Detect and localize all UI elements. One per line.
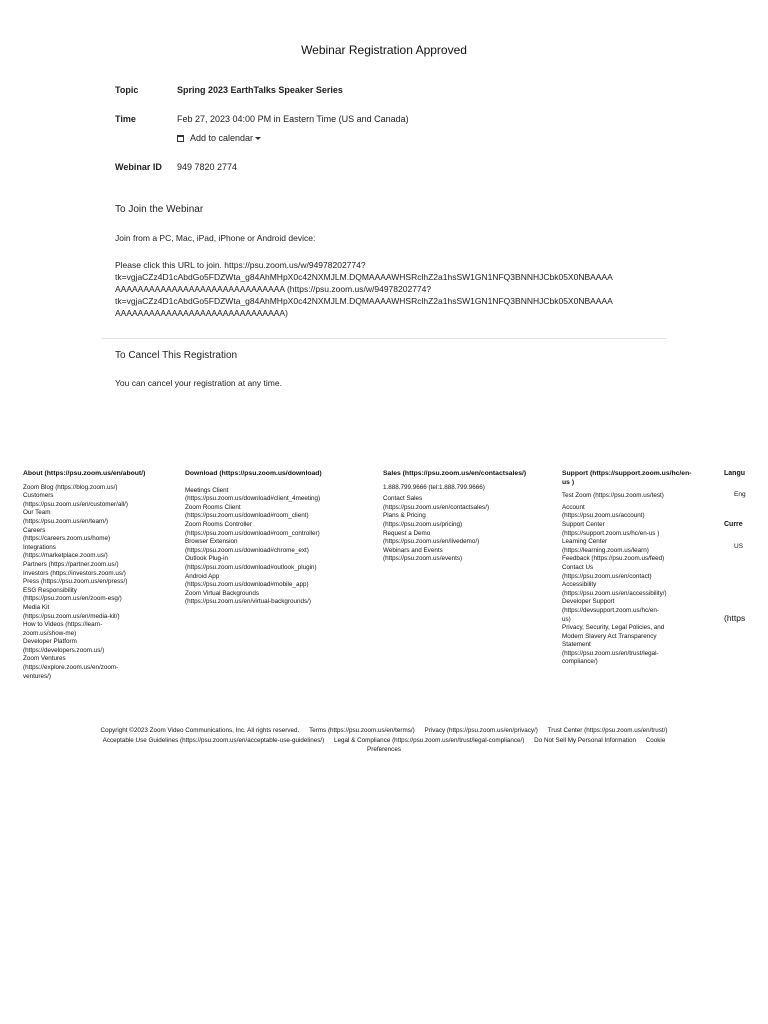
footer-support-link[interactable]: Privacy, Security, Legal Policies, and [562, 624, 665, 632]
footer-sales-link[interactable]: Request a Demo [383, 529, 431, 537]
footer-about-heading[interactable] [23, 470, 173, 479]
footer-download-column [185, 470, 375, 607]
copyright-text: Copyright ©2023 Zoom Video Communications, Inc. All rights reserved. [100, 727, 300, 734]
cancel-text: You can cancel your registration at any time. [115, 378, 282, 388]
footer-support-link[interactable]: (https://support.zoom.us/hc/en-us ) [562, 529, 660, 537]
footer-sales-link[interactable]: Plans & Pricing [383, 512, 426, 520]
legal-compliance-link[interactable]: Legal & Compliance (https://psu.zoom.us/en/trust/legal-compliance/) [333, 736, 525, 744]
footer-about-link[interactable]: Integrations [23, 543, 56, 551]
copyright-bar [0, 726, 768, 755]
footer-sales-link[interactable]: Webinars and Events [383, 546, 443, 554]
topic-label: Topic [115, 85, 139, 95]
footer-support-column [562, 470, 712, 667]
footer-support-link[interactable]: (https://psu.zoom.us/en/trust/legal- [562, 649, 659, 657]
footer-support-link[interactable]: (https://psu.zoom.us/account) [562, 512, 645, 520]
copyright-line [0, 736, 768, 746]
footer-link-fragment[interactable]: (https [724, 613, 746, 623]
footer-support-link[interactable]: Modern Slavery Act Transparency [562, 632, 657, 640]
footer-about-link[interactable]: ventures/) [23, 672, 51, 680]
footer-sales-column [383, 470, 553, 564]
footer-sales-link[interactable]: 1.888.799.9666 (tel:1.888.799.9666) [383, 483, 485, 491]
footer-heading-text: Support (https://support.zoom.us/hc/en-us ) [562, 470, 692, 486]
footer-download-link[interactable]: Browser Extension [185, 538, 238, 546]
topic-value: Spring 2023 EarthTalks Speaker Series [177, 85, 343, 95]
footer-about-link[interactable]: Investors (https://investors.zoom.us/) [23, 569, 126, 577]
acceptable-use-link[interactable]: Acceptable Use Guidelines (https://psu.zoom.us/en/acceptable-use-guidelines/) [102, 736, 325, 744]
url-line[interactable]: tk=vgjaCZz4D1cAbdGo5FDZWta_g84AhMHpX0c42NXMJLM.DQMAAAAWHSRclhZ2a1hsSW1GN1NFQ3BNNHJCbk05X0NBAAAA [115, 296, 613, 306]
footer-download-link[interactable]: (https://psu.zoom.us/download#outlook_plugin) [185, 563, 317, 571]
footer-about-link[interactable]: Customers [23, 492, 54, 500]
divider [102, 338, 667, 339]
currency-select[interactable]: US [734, 543, 744, 550]
footer-download-link[interactable]: (https://psu.zoom.us/download#chrome_ext) [185, 546, 309, 554]
footer-about-link[interactable]: (https://psu.zoom.us/en/customer/all/) [23, 500, 128, 508]
footer-about-link[interactable]: (https://explore.zoom.us/en/zoom- [23, 664, 119, 672]
time-label: Time [115, 114, 136, 124]
footer-support-link[interactable]: Feedback (https://psu.zoom.us/feed) [562, 555, 665, 563]
footer-download-link[interactable]: (https://psu.zoom.us/download#client_4meeting) [185, 495, 321, 503]
footer-support-link[interactable]: (https://learning.zoom.us/learn) [562, 546, 649, 554]
footer-support-link[interactable]: (https://psu.zoom.us/en/accessibility/) [562, 589, 667, 597]
footer-about-link[interactable]: (https://psu.zoom.us/en/media-kit/) [23, 612, 120, 620]
join-url-block[interactable] [115, 259, 675, 319]
footer-about-link[interactable]: (https://psu.zoom.us/en/team/) [23, 517, 109, 525]
footer-about-link[interactable]: Media Kit [23, 603, 50, 611]
footer-support-link[interactable]: Account [562, 503, 585, 511]
footer-sales-link[interactable]: (https://psu.zoom.us/en/contactsales/) [383, 503, 490, 511]
footer-support-heading[interactable] [562, 470, 712, 487]
footer-about-link[interactable]: Zoom Blog (https://blog.zoom.us/) [23, 483, 118, 491]
terms-link[interactable]: Terms (https://psu.zoom.us/en/terms/) [309, 727, 415, 734]
footer-download-items [185, 487, 375, 607]
footer-support-link[interactable]: (https://devsupport.zoom.us/hc/en- [562, 606, 659, 614]
footer-about-link[interactable]: zoom.us/show-me) [23, 629, 77, 637]
trust-center-link[interactable]: Trust Center (https://psu.zoom.us/en/trust/) [547, 727, 668, 734]
footer-about-items [23, 484, 173, 682]
footer-about-link[interactable]: (https://psu.zoom.us/en/zoom-esg/) [23, 595, 122, 603]
footer-download-link[interactable]: Outlook Plug-in [185, 555, 229, 563]
do-not-sell-link[interactable]: Do Not Sell My Personal Information [534, 736, 636, 744]
join-heading: To Join the Webinar [115, 204, 204, 215]
footer-download-link[interactable]: (https://psu.zoom.us/download#mobile_app) [185, 581, 309, 589]
footer-support-link[interactable]: us) [562, 615, 571, 623]
url-line[interactable]: AAAAAAAAAAAAAAAAAAAAAAAAAAAAAA) [115, 308, 288, 318]
footer-download-link[interactable]: Zoom Virtual Backgrounds [185, 589, 260, 597]
footer-sales-link[interactable]: Contact Sales [383, 495, 423, 503]
footer-download-link[interactable]: (https://psu.zoom.us/download#room_controller) [185, 529, 320, 537]
footer-about-link[interactable]: Our Team [23, 509, 51, 517]
footer-support-link[interactable]: compliance/) [562, 658, 598, 666]
footer-support-link[interactable]: Support Center [562, 520, 605, 528]
footer-about-column [23, 470, 173, 681]
language-select[interactable]: Eng [734, 491, 746, 498]
footer-support-link[interactable]: Statement [562, 641, 591, 649]
footer-heading-text: Sales (https://psu.zoom.us/en/contactsales/) [383, 470, 527, 477]
footer-about-link[interactable]: Press (https://psu.zoom.us/en/press/) [23, 578, 128, 586]
footer-support-link[interactable]: Test Zoom (https://psu.zoom.us/test) [562, 492, 664, 500]
footer-sales-link[interactable]: (https://psu.zoom.us/en/livedemo/) [383, 538, 480, 546]
add-to-calendar-label: Add to calendar [190, 133, 254, 143]
cookie-preferences-link-cont[interactable]: Preferences [367, 746, 401, 753]
footer-download-link[interactable]: Android App [185, 572, 220, 580]
page-title: Webinar Registration Approved [301, 43, 467, 57]
caret-down-icon [255, 137, 261, 140]
time-value: Feb 27, 2023 04:00 PM in Eastern Time (US and Canada) [177, 114, 409, 124]
footer-sales-link[interactable]: (https://psu.zoom.us/events) [383, 555, 463, 563]
url-line[interactable]: Please click this URL to join. https://psu.zoom.us/w/94978202774? [115, 260, 366, 270]
footer-download-heading[interactable]: Download (https://psu.zoom.us/download) [185, 470, 322, 477]
footer-heading-text: About (https://psu.zoom.us/en/about/) [23, 470, 146, 477]
webinar-id-label: Webinar ID [115, 162, 162, 172]
cancel-heading: To Cancel This Registration [115, 350, 238, 361]
footer-support-items [562, 492, 712, 667]
footer-support-link[interactable]: (https://psu.zoom.us/en/contact) [562, 572, 652, 580]
currency-heading: Curre [724, 521, 743, 528]
footer-download-link[interactable]: (https://psu.zoom.us/en/virtual-backgrounds/) [185, 598, 311, 606]
footer-about-link[interactable]: Zoom Ventures [23, 655, 66, 663]
cookie-preferences-link[interactable]: Cookie [645, 736, 666, 744]
footer-about-link[interactable]: Developer Platform [23, 638, 77, 646]
footer-about-link[interactable]: (https://developers.zoom.us/) [23, 646, 105, 654]
copyright-line [0, 726, 768, 736]
footer-about-link[interactable]: (https://careers.zoom.us/home) [23, 535, 111, 543]
footer-download-link[interactable]: Meetings Client [185, 486, 229, 494]
footer-sales-link[interactable]: (https://psu.zoom.us/pricing) [383, 520, 463, 528]
footer-about-link[interactable]: Partners (https://partner.zoom.us/) [23, 560, 119, 568]
add-to-calendar-dropdown[interactable] [177, 133, 261, 143]
footer-sales-heading[interactable] [383, 470, 553, 479]
calendar-icon [177, 135, 184, 142]
footer-about-link[interactable]: Careers [23, 526, 46, 534]
language-heading: Langu [724, 470, 745, 477]
footer-download-link[interactable]: Zoom Rooms Client [185, 503, 241, 511]
url-line[interactable]: tk=vgjaCZz4D1cAbdGo5FDZWta_g84AhMHpX0c42NXMJLM.DQMAAAAWHSRclhZ2a1hsSW1GN1NFQ3BNNHJCbk05X0NBAAAA [115, 272, 613, 282]
webinar-id-value: 949 7820 2774 [177, 162, 238, 172]
footer-sales-items [383, 484, 553, 564]
footer-about-link[interactable]: (https://marketplace.zoom.us/) [23, 552, 108, 560]
footer-support-link[interactable]: Learning Center [562, 538, 608, 546]
footer-download-link[interactable]: (https://psu.zoom.us/download#room_client) [185, 512, 309, 520]
join-devices-text: Join from a PC, Mac, iPad, iPhone or Android device: [115, 233, 316, 243]
privacy-link[interactable]: Privacy (https://psu.zoom.us/en/privacy/) [424, 727, 538, 734]
footer-support-link[interactable]: Developer Support [562, 598, 615, 606]
footer-support-link[interactable]: Contact Us [562, 563, 594, 571]
footer-download-link[interactable]: Zoom Rooms Controller [185, 520, 252, 528]
footer-about-link[interactable]: How to Videos (https://learn- [23, 621, 103, 629]
footer-about-link[interactable]: ESG Responsibility [23, 586, 77, 594]
url-line[interactable]: AAAAAAAAAAAAAAAAAAAAAAAAAAAAAA (https://psu.zoom.us/w/94978202774? [115, 284, 432, 294]
footer-support-link[interactable]: Accessibility [562, 581, 597, 589]
